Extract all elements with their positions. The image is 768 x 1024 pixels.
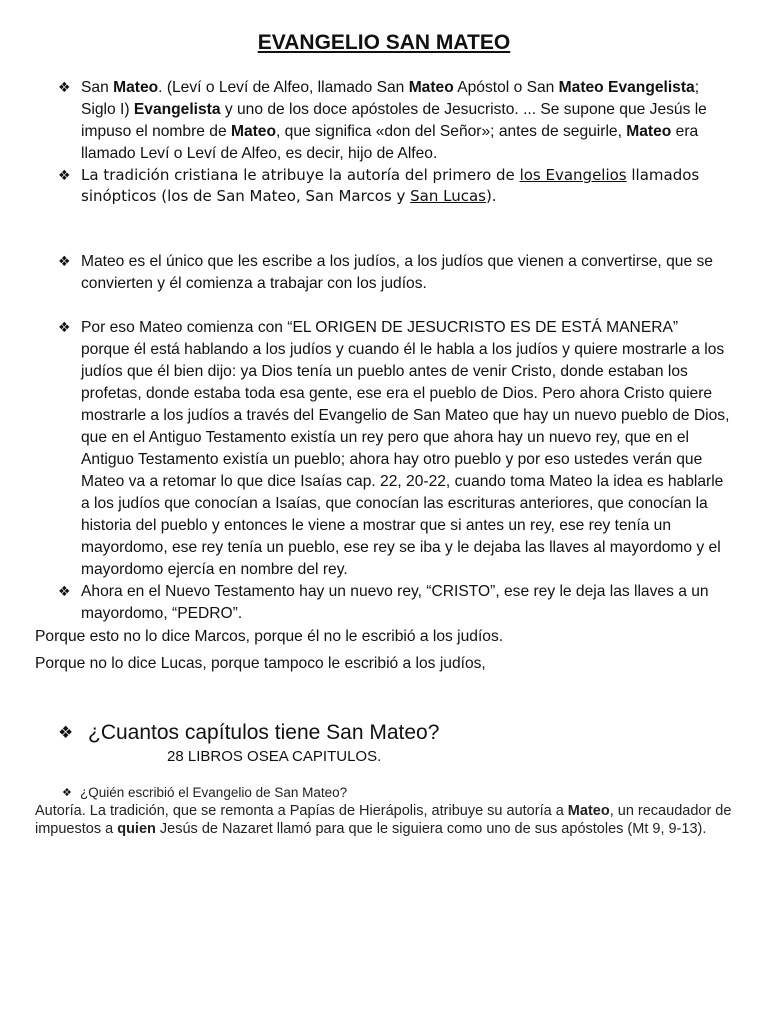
diamond-bullet-icon: ❖ [58, 168, 71, 184]
text-run: San [81, 79, 114, 96]
question-2-text: ¿Quién escribió el Evangelio de San Mateo? [80, 785, 348, 800]
text-run: , que significa «don del Señor»; antes de seguirle, [276, 123, 627, 140]
bullet-item-2-text [81, 165, 730, 207]
question-2 [62, 784, 722, 801]
text-run: ; Siglo I) [81, 79, 700, 118]
text-run: Jesús de Nazaret llamó para que le siguiera como uno de sus apóstoles (Mt 9, 9-13). [155, 820, 707, 837]
text-run-bold: Evangelista [133, 101, 221, 118]
paragraph-marcos: Porque esto no lo dice Marcos, porque él no le escribió a los judíos. [35, 628, 504, 645]
link-los-evangelios[interactable]: los Evangelios [519, 166, 627, 184]
bullet-item-5-text: Ahora en el Nuevo Testamento hay un nuevo rey, “CRISTO”, ese rey le deja las llaves a un mayordomo, “PEDRO”. [81, 583, 709, 622]
question-1 [58, 720, 718, 746]
bullet-item-1-text [81, 77, 730, 165]
bullet-item-4-text: Por eso Mateo comienza con “EL ORIGEN DE JESUCRISTO ES DE ESTÁ MANERA” porque él está hablando a los judíos y cuando él le habla a los judíos y quiere mostrarle a los judíos que él bien dijo: ya Dios tenía un pueblo antes de venir Cristo, donde estaban los profetas, donde estaba toda esa gente, ese era el pueblo de Dios. Pero ahora Cristo quiere mostrarle a los judíos a través del Evangelio de San Mateo que hay un nuevo pueblo de Dios, que en el Antiguo Testamento existía un rey pero que ahora hay un nuevo rey, que en el Antiguo Testamento existía un pueblo; ahora hay otro pueblo y por eso ustedes verán que Mateo va a retomar lo que dice Isaías cap. 22, 20-22, cuando toma Mateo la idea es hablarle a los judíos que conocían a Isaías, que conocían las escrituras anteriores, que conocían la historia del pueblo y entonces le viene a mostrar que si antes un rey, ese rey tenía un mayordomo, ese rey tenía un pueblo, ese rey se iba y le dejaba las llaves al mayordomo y el mayordomo ejercía en nombre del rey. [81, 319, 730, 578]
bullet-item-4 [58, 317, 730, 581]
paragraph-lucas: Porque no lo dice Lucas, porque tampoco le escribió a los judíos, [35, 655, 486, 672]
text-run: era llamado Leví o Leví de Alfeo, es decir, hijo de Alfeo. [81, 123, 699, 162]
diamond-bullet-icon: ❖ [58, 584, 71, 600]
diamond-bullet-icon: ❖ [58, 320, 71, 336]
text-run-bold: quien [117, 820, 156, 837]
text-run-bold: Mateo [408, 79, 454, 96]
text-run: La tradición cristiana le atribuye la autoría del primero de [81, 166, 520, 184]
text-run-bold: Mateo [626, 123, 672, 140]
text-run: Apóstol o San [453, 79, 559, 96]
text-run: y uno de los doce apóstoles de Jesucristo. ... Se supone que Jesús le impuso el nombre de [81, 101, 707, 140]
diamond-bullet-icon: ❖ [58, 80, 71, 96]
bullet-item-3 [58, 251, 730, 295]
diamond-bullet-icon: ❖ [58, 254, 71, 270]
diamond-bullet-icon: ❖ [62, 786, 72, 799]
bullet-item-2 [58, 165, 730, 207]
text-run: , un recaudador de impuestos a [35, 803, 732, 837]
bullet-item-1 [58, 77, 730, 165]
text-run-bold: Mateo [230, 123, 277, 140]
question-1-text: ¿Cuantos capítulos tiene San Mateo? [88, 721, 440, 744]
document-title: EVANGELIO SAN MATEO [257, 31, 511, 54]
text-run-bold: Mateo [567, 803, 610, 819]
question-2-answer [35, 803, 735, 838]
question-1-answer: 28 LIBROS OSEA CAPITULOS. [167, 748, 382, 765]
link-san-lucas[interactable]: San Lucas [410, 187, 486, 205]
text-run: ). [485, 187, 497, 205]
text-run: Autoría. La tradición, que se remonta a Papías de Hierápolis, atribuye su autoría a [35, 803, 568, 819]
text-run-bold: Mateo [113, 79, 159, 96]
text-run: llamados sinópticos (los de San Mateo, San Marcos y [81, 166, 700, 205]
bullet-item-3-text: Mateo es el único que les escribe a los judíos, a los judíos que vienen a convertirse, que se convierten y él comienza a trabajar con los judíos. [81, 253, 713, 292]
text-run-bold: Mateo Evangelista [558, 79, 695, 96]
text-run: . (Leví o Leví de Alfeo, llamado San [158, 79, 409, 96]
bullet-item-5 [58, 581, 730, 625]
diamond-bullet-icon: ❖ [58, 723, 74, 743]
